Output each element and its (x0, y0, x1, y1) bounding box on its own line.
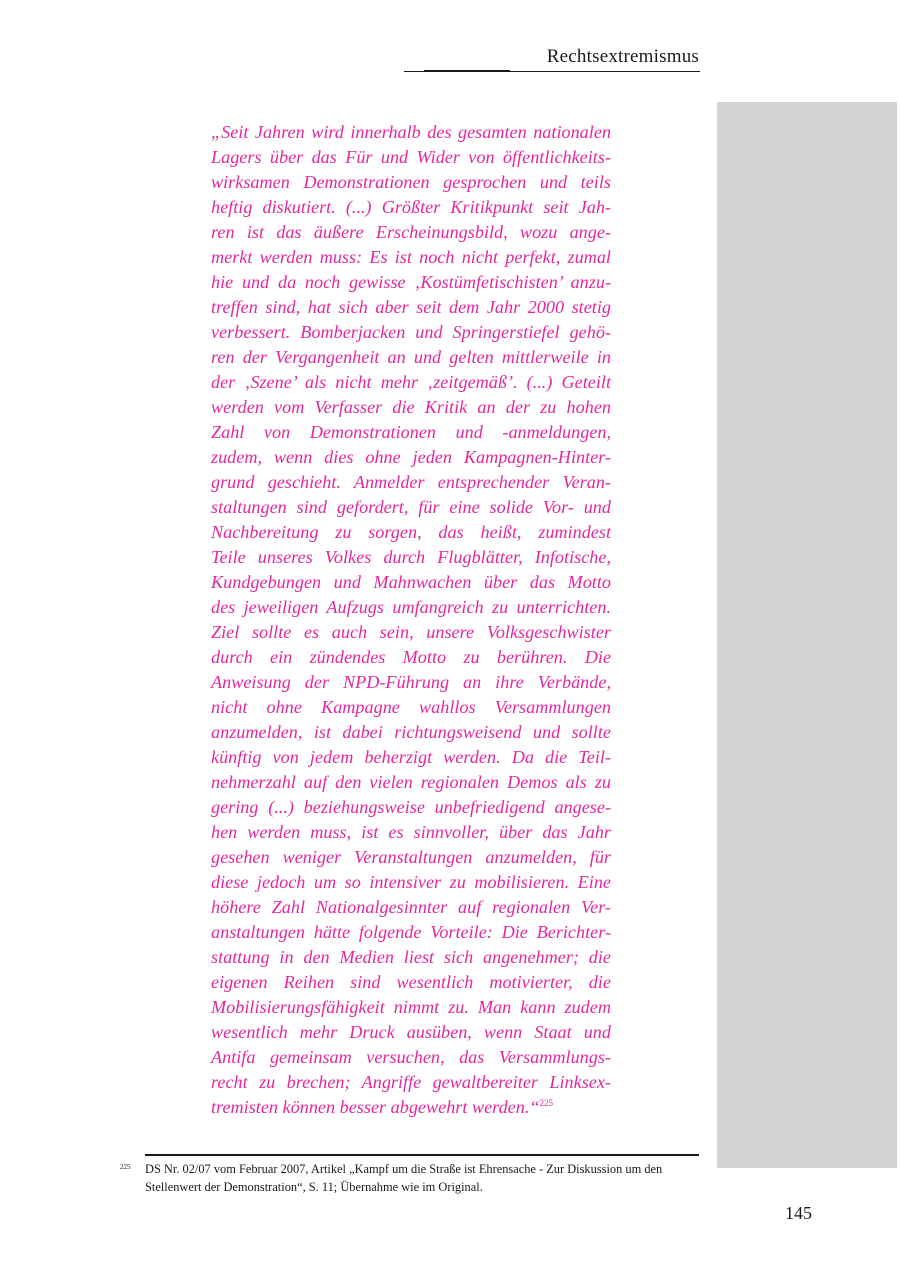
quote-line: staltungen sind gefordert, für eine solide Vor- und (211, 497, 611, 517)
quote-line: zudem, wenn dies ohne jeden Kampagnen-Hinter- (211, 447, 611, 467)
quote-line: Zahl von Demonstrationen und -anmeldungen, (211, 422, 611, 442)
block-quote (211, 120, 611, 1120)
quote-line: nehmerzahl auf den vielen regionalen Demos als zu (211, 772, 611, 792)
quote-line: diese jedoch um so intensiver zu mobilisieren. Eine (211, 872, 611, 892)
quote-line: hen werden muss, ist es sinnvoller, über das Jahr (211, 822, 611, 842)
footnote-number: 225 (120, 1163, 131, 1171)
quote-line: hie und da noch gewisse ‚Kostümfetischisten’ anzu- (211, 272, 611, 292)
quote-line: ren der Vergangenheit an und gelten mittlerweile in (211, 347, 611, 367)
quote-line: Mobilisierungsfähigkeit nimmt zu. Man kann zudem (211, 997, 611, 1017)
quote-line: des jeweiligen Aufzugs umfangreich zu unterrichten. (211, 597, 611, 617)
margin-bar (717, 102, 897, 1168)
quote-line: Teile unseres Volkes durch Flugblätter, Infotische, (211, 547, 611, 567)
quote-line: „Seit Jahren wird innerhalb des gesamten nationalen (211, 122, 611, 142)
quote-line: heftig diskutiert. (...) Größter Kritikpunkt seit Jah- (211, 197, 611, 217)
quote-line: gesehen weniger Veranstaltungen anzumelden, für (211, 847, 611, 867)
quote-line: wirksamen Demonstrationen gesprochen und teils (211, 172, 611, 192)
quote-line: Kundgebungen und Mahnwachen über das Motto (211, 572, 611, 592)
quote-line: Anweisung der NPD-Führung an ihre Verbände, (211, 672, 611, 692)
quote-line: Antifa gemeinsam versuchen, das Versammlungs- (211, 1047, 611, 1067)
running-title: Rechtsextremismus (546, 46, 699, 67)
quote-line: merkt werden muss: Es ist noch nicht perfekt, zumal (211, 247, 611, 267)
quote-line-text: tremisten können besser abgewehrt werden.“ (211, 1097, 540, 1117)
quote-line: ren ist das äußere Erscheinungsbild, wozu ange- (211, 222, 611, 242)
quote-line: Ziel sollte es auch sein, unsere Volksgeschwister (211, 622, 611, 642)
quote-line: wesentlich mehr Druck ausüben, wenn Staat und (211, 1022, 611, 1042)
header-rule-accent (424, 70, 510, 72)
quote-line: treffen sind, hat sich aber seit dem Jahr 2000 stetig (211, 297, 611, 317)
quote-line: gering (...) beziehungsweise unbefriedigend angese- (211, 797, 611, 817)
quote-line: anstaltungen hätte folgende Vorteile: Die Berichter- (211, 922, 611, 942)
quote-line: eigenen Reihen sind wesentlich motivierter, die (211, 972, 611, 992)
footnote (120, 1160, 700, 1196)
quote-line: künftig von jedem beherzigt werden. Da die Teil- (211, 747, 611, 767)
quote-line: nicht ohne Kampagne wahllos Versammlungen (211, 697, 611, 717)
quote-line: verbessert. Bomberjacken und Springerstiefel gehö- (211, 322, 611, 342)
quote-line: werden vom Verfasser die Kritik an der zu hohen (211, 397, 611, 417)
footnote-text: DS Nr. 02/07 vom Februar 2007, Artikel „Kampf um die Straße ist Ehrensache - Zur Diskussion um den Stellenwert der Demonstration“, S. 11; Übernahme wie im Original. (145, 1162, 663, 1194)
quote-line: stattung in den Medien liest sich angenehmer; die (211, 947, 611, 967)
quote-last-line (211, 1095, 611, 1120)
quote-line: höhere Zahl Nationalgesinnter auf regionalen Ver- (211, 897, 611, 917)
quote-line: anzumelden, ist dabei richtungsweisend und sollte (211, 722, 611, 742)
quote-line: durch ein zündendes Motto zu berühren. Die (211, 647, 611, 667)
quote-line: der ‚Szene’ als nicht mehr ‚zeitgemäß’. (...) Geteilt (211, 372, 611, 392)
quote-line: grund geschieht. Anmelder entsprechender Veran- (211, 472, 611, 492)
quote-line: Nachbereitung zu sorgen, das heißt, zumindest (211, 522, 611, 542)
quote-line: Lagers über das Für und Wider von öffentlichkeits- (211, 147, 611, 167)
footnote-reference[interactable]: 225 (539, 1098, 554, 1108)
quote-line: recht zu brechen; Angriffe gewaltbereiter Linksex- (211, 1072, 611, 1092)
page-number: 145 (785, 1203, 812, 1223)
footnote-rule (145, 1154, 699, 1156)
